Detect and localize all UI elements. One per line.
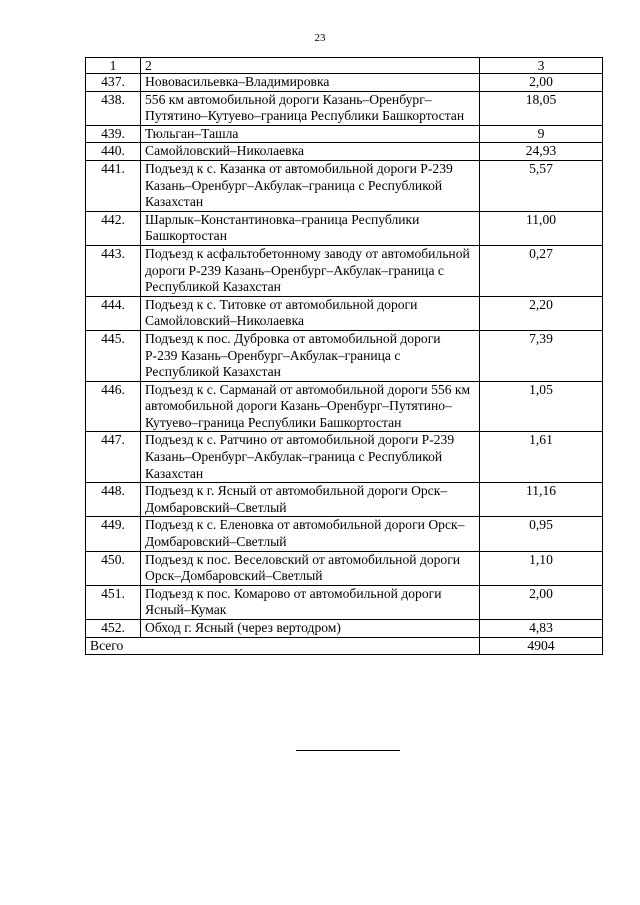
row-number: 446. <box>86 381 141 432</box>
road-name: Подъезд к с. Титовке от автомобильной дороги Самойловский–Николаевка <box>141 296 480 330</box>
row-number: 445. <box>86 330 141 381</box>
row-number: 443. <box>86 245 141 296</box>
roads-table <box>85 57 603 655</box>
road-length: 11,16 <box>480 483 603 517</box>
table-row <box>86 517 603 551</box>
row-number: 451. <box>86 585 141 619</box>
road-length: 0,95 <box>480 517 603 551</box>
column-header-1: 1 <box>86 58 141 74</box>
road-length: 18,05 <box>480 91 603 125</box>
road-length: 11,00 <box>480 211 603 245</box>
row-number: 444. <box>86 296 141 330</box>
table-row <box>86 74 603 92</box>
road-length: 4,83 <box>480 620 603 638</box>
page-number: 23 <box>314 32 326 44</box>
row-number: 447. <box>86 432 141 483</box>
table-row <box>86 245 603 296</box>
road-length: 2,00 <box>480 74 603 92</box>
road-length: 24,93 <box>480 143 603 161</box>
total-label: Всего <box>86 637 480 655</box>
footer-divider <box>296 750 400 751</box>
road-name: Самойловский–Николаевка <box>141 143 480 161</box>
table-row <box>86 125 603 143</box>
row-number: 442. <box>86 211 141 245</box>
table-header-row <box>86 58 603 74</box>
row-number: 449. <box>86 517 141 551</box>
row-number: 439. <box>86 125 141 143</box>
road-name: Тюльган–Ташла <box>141 125 480 143</box>
road-name: Подъезд к г. Ясный от автомобильной дороги Орск–Домбаровский–Светлый <box>141 483 480 517</box>
table-row <box>86 91 603 125</box>
road-length: 5,57 <box>480 160 603 211</box>
table-row <box>86 160 603 211</box>
row-number: 448. <box>86 483 141 517</box>
total-value: 4904 <box>480 637 603 655</box>
road-name: Подъезд к с. Сарманай от автомобильной дороги 556 км автомобильной дороги Казань–Оренбург–Путятино–Кутуево–граница Республики Башкортостан <box>141 381 480 432</box>
row-number: 440. <box>86 143 141 161</box>
row-number: 450. <box>86 551 141 585</box>
road-name: 556 км автомобильной дороги Казань–Оренбург–Путятино–Кутуево–граница Республики Башкортостан <box>141 91 480 125</box>
road-length: 1,10 <box>480 551 603 585</box>
table-row <box>86 211 603 245</box>
column-header-3: 3 <box>480 58 603 74</box>
column-header-2: 2 <box>141 58 480 74</box>
road-name: Подъезд к с. Еленовка от автомобильной дороги Орск–Домбаровский–Светлый <box>141 517 480 551</box>
road-name: Подъезд к асфальтобетонному заводу от автомобильной дороги Р-239 Казань–Оренбург–Акбулак–граница с Республикой Казахстан <box>141 245 480 296</box>
table-row <box>86 483 603 517</box>
road-name: Подъезд к с. Ратчино от автомобильной дороги Р-239 Казань–Оренбург–Акбулак–граница с Республикой Казахстан <box>141 432 480 483</box>
table-body <box>86 74 603 655</box>
table-row <box>86 296 603 330</box>
road-length: 1,05 <box>480 381 603 432</box>
table-row <box>86 432 603 483</box>
road-name: Обход г. Ясный (через вертодром) <box>141 620 480 638</box>
row-number: 438. <box>86 91 141 125</box>
road-name: Нововасильевка–Владимировка <box>141 74 480 92</box>
road-name: Подъезд к пос. Веселовский от автомобильной дороги Орск–Домбаровский–Светлый <box>141 551 480 585</box>
table-row <box>86 143 603 161</box>
road-length: 9 <box>480 125 603 143</box>
table-row <box>86 330 603 381</box>
road-name: Подъезд к с. Казанка от автомобильной дороги Р-239 Казань–Оренбург–Акбулак–граница с Республикой Казахстан <box>141 160 480 211</box>
road-length: 2,20 <box>480 296 603 330</box>
road-name: Подъезд к пос. Дубровка от автомобильной дороги Р-239 Казань–Оренбург–Акбулак–граница с Республикой Казахстан <box>141 330 480 381</box>
road-name: Подъезд к пос. Комарово от автомобильной дороги Ясный–Кумак <box>141 585 480 619</box>
row-number: 452. <box>86 620 141 638</box>
road-length: 2,00 <box>480 585 603 619</box>
road-length: 0,27 <box>480 245 603 296</box>
table-row <box>86 551 603 585</box>
road-length: 1,61 <box>480 432 603 483</box>
table-row <box>86 585 603 619</box>
road-length: 7,39 <box>480 330 603 381</box>
road-name: Шарлык–Константиновка–граница Республики Башкортостан <box>141 211 480 245</box>
row-number: 441. <box>86 160 141 211</box>
table-row <box>86 620 603 638</box>
row-number: 437. <box>86 74 141 92</box>
total-row <box>86 637 603 655</box>
table-row <box>86 381 603 432</box>
